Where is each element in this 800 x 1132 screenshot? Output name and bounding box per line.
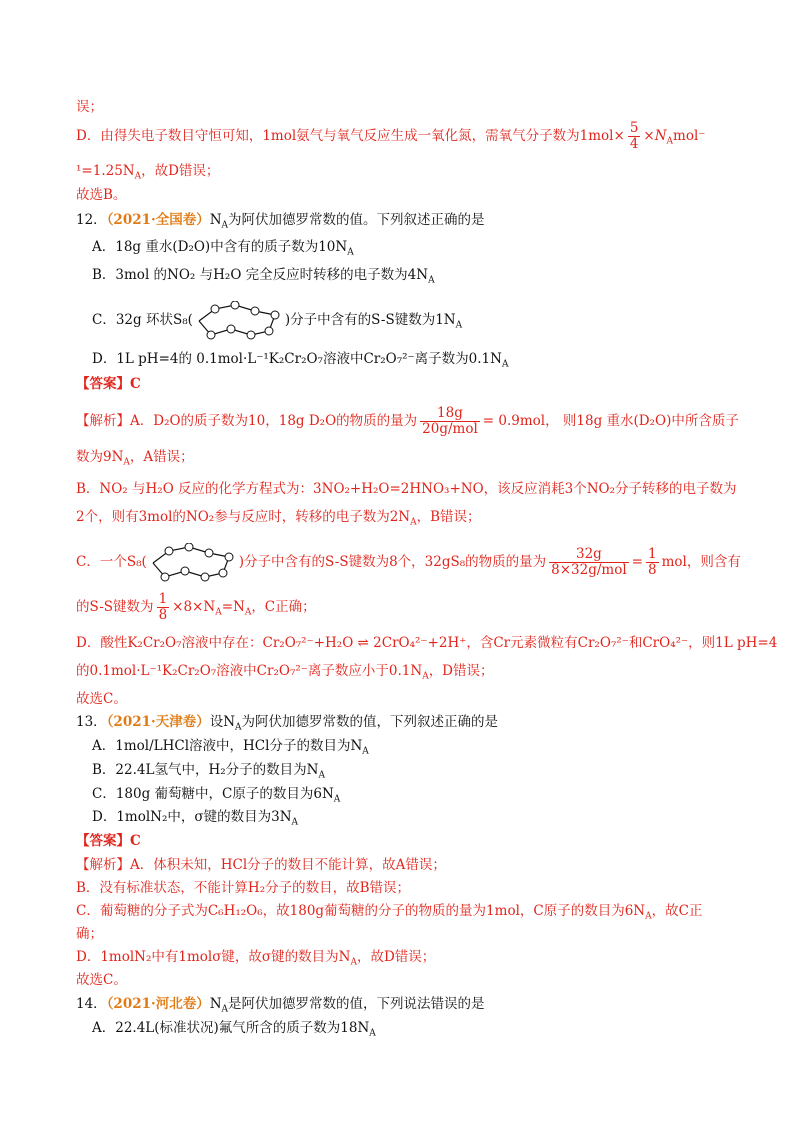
option-d xyxy=(92,808,298,826)
text-fragment: D．1L pH=4的 0.1mol·L⁻¹K₂Cr₂O₇溶液中Cr₂O₇²⁻离子数为0.1N xyxy=(92,351,502,367)
text-fragment: mol⁻ xyxy=(673,128,706,144)
text-fragment: A xyxy=(235,722,242,733)
text-fragment: 2个，则有3mol的NO₂参与反应时，转移的电子数为2N xyxy=(76,509,411,525)
text-fragment: ¹=1.25N xyxy=(76,163,135,179)
explanation-line xyxy=(76,590,316,624)
text-fragment: 为阿伏加德罗常数的值。下列叙述正确的是 xyxy=(228,212,485,228)
text-fragment: mol，则含有 xyxy=(661,554,741,570)
text-fragment: N xyxy=(209,212,222,228)
text-fragment: 故选B。 xyxy=(76,187,127,203)
explanation-line xyxy=(76,448,194,466)
text-fragment: = xyxy=(631,554,643,570)
text-fragment: ，B错误； xyxy=(416,509,481,525)
text-fragment: A xyxy=(221,1004,229,1015)
text-fragment: 14． xyxy=(76,996,107,1012)
text-fragment: A．22.4L(标准状况)氟气所含的质子数为18N xyxy=(92,1020,370,1036)
explanation-line xyxy=(76,925,103,943)
text-fragment: 为阿伏加德罗常数的值，下列叙述正确的是 xyxy=(241,714,499,730)
explanation-line xyxy=(76,879,410,897)
text-fragment: ，C正确； xyxy=(251,599,316,615)
text-fragment: A．1mol/LHCl溶液中，HCl分子的数目为N xyxy=(92,738,363,754)
text-fragment: 的0.1mol·L⁻¹K₂Cr₂O₇溶液中Cr₂O₇²⁻离子数应小于0.1N xyxy=(76,663,423,679)
text-fragment: )分子中含有的S-S键数为8个，32gS₈的物质的量为 xyxy=(238,554,547,570)
fraction-part: 8 xyxy=(647,562,657,578)
text-line xyxy=(76,98,103,116)
text-fragment: D．由得失电子数目守恒可知，1mol氨气与氧气反应生成一氧化氮，需氧气分子数为1mol× xyxy=(76,128,625,144)
text-fragment: =N xyxy=(221,599,245,615)
text-fragment: A xyxy=(410,517,417,528)
text-fragment: )分子中含有的S-S键数为1N xyxy=(284,312,456,328)
text-fragment: A xyxy=(645,911,652,922)
option-d xyxy=(92,350,508,368)
text-fragment: A xyxy=(215,607,222,618)
explanation-line xyxy=(76,948,435,966)
text-fragment: B．没有标准状态，不能计算H₂分子的数目，故B错误； xyxy=(76,880,411,896)
fraction-part: 4 xyxy=(629,136,639,152)
text-line xyxy=(76,186,126,204)
fraction xyxy=(646,547,659,578)
explanation-line xyxy=(76,662,494,680)
fraction-part: 5 xyxy=(629,120,639,136)
text-fragment: ，故D错误； xyxy=(141,163,220,179)
fraction xyxy=(628,121,641,152)
text-fragment: ，故C正 xyxy=(651,903,703,919)
answer-label xyxy=(76,832,141,850)
fraction-part: 1 xyxy=(158,591,168,607)
text-fragment: B．22.4L氢气中，H₂分子的数目为N xyxy=(92,762,319,778)
text-fragment: A xyxy=(244,607,252,618)
text-fragment: C．葡萄糖的分子式为C₆H₁₂O₆，故180g葡萄糖的分子的物质的量为1mol，C原子的数目为6N xyxy=(76,903,646,919)
option-c xyxy=(92,785,340,803)
text-fragment: A xyxy=(291,817,299,828)
text-fragment: A xyxy=(422,671,429,682)
question-13-stem xyxy=(76,713,498,731)
text-fragment: A xyxy=(134,171,142,182)
text-fragment: A xyxy=(221,220,229,231)
text-fragment: 故选C。 xyxy=(76,691,127,707)
text-fragment: N xyxy=(209,996,222,1012)
text-fragment: ×N xyxy=(643,128,667,144)
text-fragment: A xyxy=(362,746,369,757)
text-fragment: A xyxy=(350,957,357,968)
text-fragment: D．1molN₂中有1molσ键，故σ键的数目为N xyxy=(76,949,351,965)
explanation-line xyxy=(76,971,127,989)
question-14-stem xyxy=(76,995,485,1013)
option-a xyxy=(92,737,369,755)
explanation-line xyxy=(76,690,127,708)
text-fragment: 数为9N xyxy=(76,449,124,465)
fraction-part: 18g xyxy=(420,406,480,422)
option-c xyxy=(92,300,462,341)
text-fragment: D．1molN₂中，σ键的数目为3N xyxy=(92,809,292,825)
text-fragment: 的S-S键数为 xyxy=(76,599,154,615)
text-fragment: 【解析】A．体积未知，HCl分子的数目不能计算，故A错误； xyxy=(76,857,446,873)
text-fragment: C．一个S₈( xyxy=(76,554,147,570)
text-line xyxy=(76,121,705,152)
text-fragment: C．180g 葡萄糖中，C原子的数目为6N xyxy=(92,786,334,802)
text-fragment: D．酸性K₂Cr₂O₇溶液中存在：Cr₂O₇²⁻+H₂O ⇌ 2CrO₄²⁻+2H⁺，含Cr元素微粒有Cr₂O₇²⁻和CrO₄²⁻，则1L pH=4 xyxy=(76,635,778,651)
explanation-line xyxy=(76,480,737,498)
text-fragment: A xyxy=(501,359,509,370)
fraction xyxy=(549,547,629,578)
source-tag: （2021·全国卷） xyxy=(106,212,210,228)
explanation-line xyxy=(76,856,446,874)
option-a xyxy=(92,1019,376,1037)
text-fragment: 误； xyxy=(76,99,103,115)
option-a xyxy=(92,238,354,256)
explanation-line xyxy=(76,634,777,652)
text-fragment: B．NO₂ 与H₂O 反应的化学方程式为：3NO₂+H₂O=2HNO₃+NO，该反应消耗3个NO₂分子转移的电子数为 xyxy=(76,481,737,497)
source-tag: （2021·天津卷） xyxy=(106,714,210,730)
explanation-line xyxy=(76,508,481,526)
s8-ring-diagram xyxy=(193,301,285,341)
text-fragment: B．3mol 的NO₂ 与H₂O 完全反应时转移的电子数为4N xyxy=(92,267,429,283)
text-fragment: 12． xyxy=(76,212,107,228)
explanation-line xyxy=(76,542,741,583)
text-fragment: 【答案】C xyxy=(76,376,141,392)
text-fragment: 【解析】A．D₂O的质子数为10，18g D₂O的物质的量为 xyxy=(76,413,418,429)
explanation-line xyxy=(76,404,739,438)
text-fragment: 是阿伏加德罗常数的值，下列说法错误的是 xyxy=(228,996,485,1012)
text-fragment: A xyxy=(333,794,341,805)
text-fragment: ，D错误； xyxy=(428,663,494,679)
text-fragment: A xyxy=(369,1028,376,1039)
fraction xyxy=(157,592,170,623)
text-fragment: = 0.9mol， 则18g 重水(D₂O)中所含质子 xyxy=(482,413,739,429)
text-fragment: ，故D错误； xyxy=(356,949,436,965)
text-fragment: 故选C。 xyxy=(76,972,127,988)
option-b xyxy=(92,761,325,779)
question-12-stem xyxy=(76,211,485,229)
fraction-part: 32g xyxy=(549,547,629,563)
source-tag: （2021·河北卷） xyxy=(106,996,210,1012)
text-fragment: C．32g 环状S₈( xyxy=(92,312,193,328)
fraction-part: 8 xyxy=(158,607,168,623)
fraction-part: 1 xyxy=(647,546,657,562)
text-fragment: A xyxy=(428,275,435,286)
text-fragment: 13． xyxy=(76,714,107,730)
text-fragment: A xyxy=(123,457,130,468)
text-fragment: 确； xyxy=(76,926,103,942)
answer-label xyxy=(76,375,141,393)
text-fragment: 设N xyxy=(209,714,236,730)
option-b xyxy=(92,266,435,284)
fraction-part: 8×32g/mol xyxy=(551,562,627,578)
text-fragment: A xyxy=(455,320,463,331)
fraction-part: 20g/mol xyxy=(422,421,478,437)
text-fragment: A xyxy=(318,770,325,781)
explanation-line xyxy=(76,902,702,920)
text-fragment: 【答案】C xyxy=(76,833,141,849)
text-fragment: A xyxy=(666,136,674,147)
text-fragment: A．18g 重水(D₂O)中含有的质子数为10N xyxy=(92,239,348,255)
s8-ring-diagram xyxy=(147,543,239,583)
text-fragment: ×8×N xyxy=(172,599,216,615)
fraction xyxy=(420,406,480,437)
text-fragment: A xyxy=(347,247,354,258)
text-line xyxy=(76,162,219,180)
text-fragment: ，A错误； xyxy=(129,449,194,465)
